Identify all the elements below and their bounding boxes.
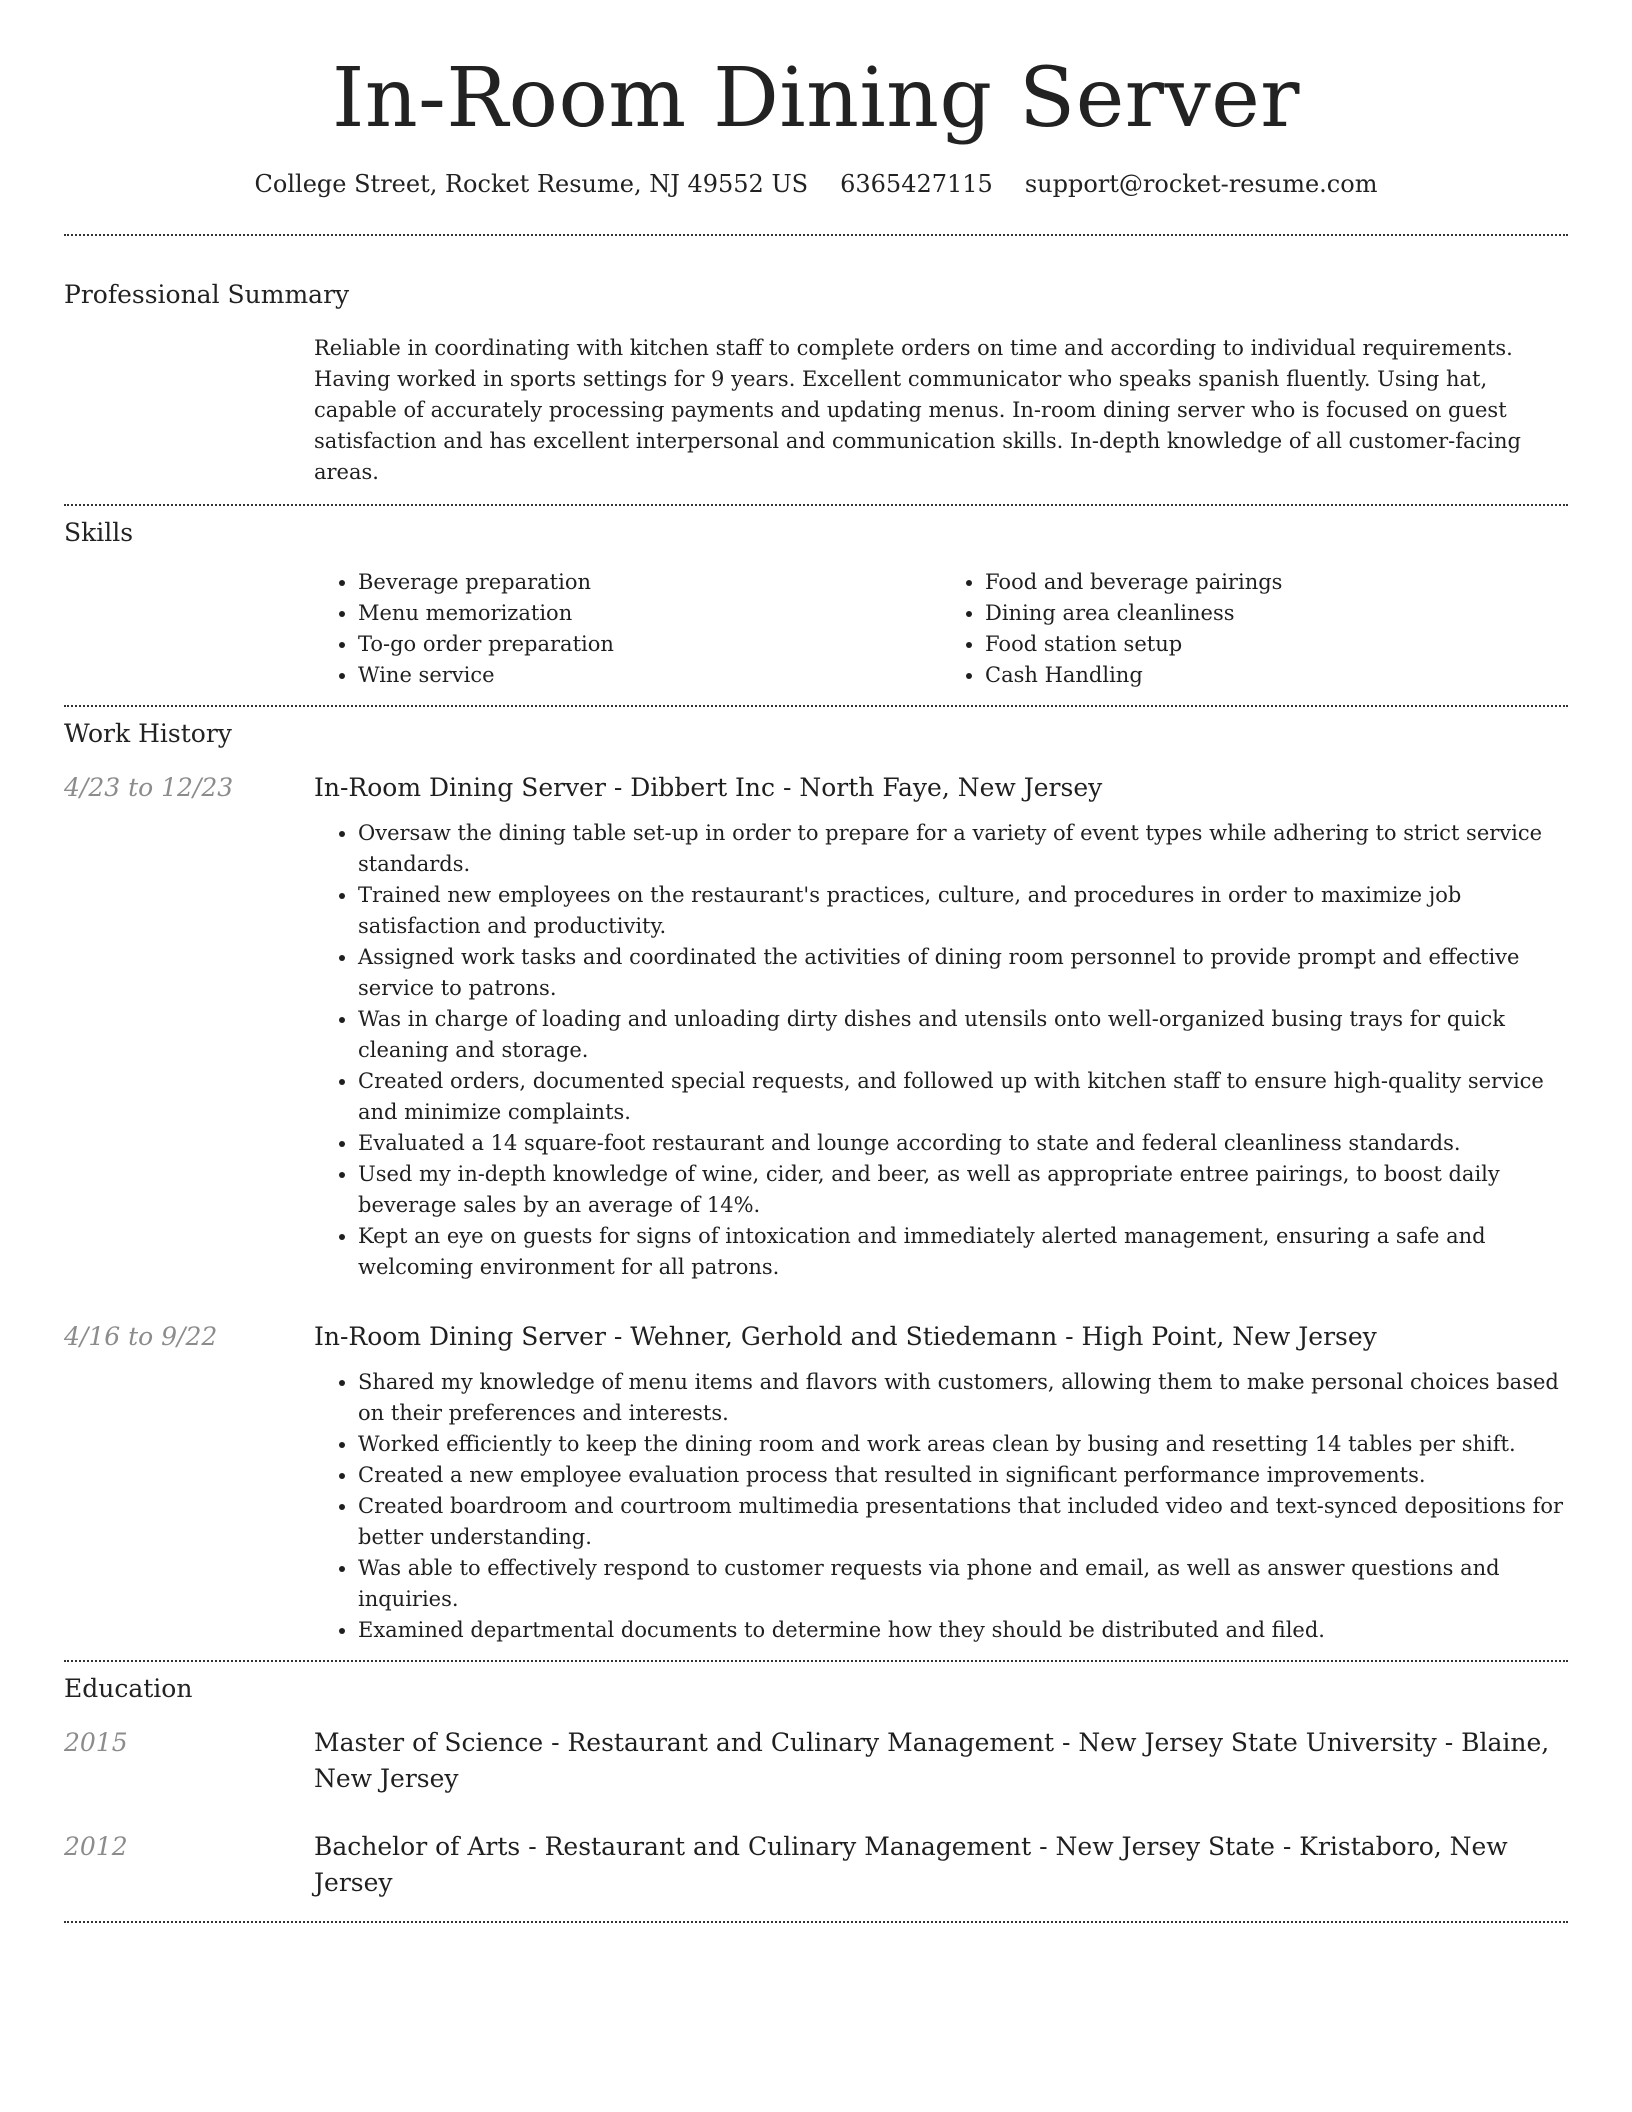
summary-section bbox=[64, 236, 1568, 488]
skill-item: • Menu memorization bbox=[358, 598, 941, 629]
job-bullet: • Was able to effectively respond to customer requests via phone and email, as well as answer questions and inquiries. bbox=[358, 1553, 1568, 1615]
contact-address: College Street, Rocket Resume, NJ 49552 US bbox=[254, 170, 809, 198]
job-dates: 4/16 to 9/22 bbox=[64, 1322, 218, 1351]
job-bullet: • Examined departmental documents to determine how they should be distributed and filed. bbox=[358, 1615, 1568, 1646]
job-bullet: • Shared my knowledge of menu items and flavors with customers, allowing them to make personal choices based on their preferences and interests. bbox=[358, 1367, 1568, 1429]
skills-list-right bbox=[941, 567, 1568, 691]
job-dates: 4/23 to 12/23 bbox=[64, 773, 234, 802]
job-bullet: • Created boardroom and courtroom multimedia presentations that included video and text-synced depositions for better understanding. bbox=[358, 1491, 1568, 1553]
education-title: Education bbox=[64, 1674, 193, 1703]
job-bullet: • Oversaw the dining table set-up in order to prepare for a variety of event types while adhering to strict service standards. bbox=[358, 818, 1568, 880]
education-year: 2012 bbox=[64, 1832, 128, 1861]
work-section bbox=[64, 707, 1568, 1646]
skills-list-left bbox=[314, 567, 941, 691]
job-bullet: • Created a new employee evaluation process that resulted in significant performance improvements. bbox=[358, 1460, 1568, 1491]
skill-item: • Food station setup bbox=[985, 629, 1568, 660]
job-bullets bbox=[314, 818, 1568, 1283]
summary-spacer bbox=[64, 333, 314, 488]
skill-item: • Wine service bbox=[358, 660, 941, 691]
skills-spacer bbox=[64, 567, 314, 691]
skill-item: • Dining area cleanliness bbox=[985, 598, 1568, 629]
summary-title: Professional Summary bbox=[64, 280, 350, 309]
contact-email: support@rocket-resume.com bbox=[1024, 170, 1378, 198]
skills-section bbox=[64, 506, 1568, 691]
work-title: Work History bbox=[64, 719, 232, 748]
education-divider bbox=[64, 1921, 1568, 1923]
education-entry bbox=[64, 1829, 1568, 1901]
resume-name: In-Room Dining Server bbox=[331, 51, 1301, 146]
education-year: 2015 bbox=[64, 1728, 128, 1757]
contact-line bbox=[64, 170, 1568, 198]
skill-item: • Food and beverage pairings bbox=[985, 567, 1568, 598]
job-heading: In-Room Dining Server - Dibbert Inc - North Faye, New Jersey bbox=[314, 773, 1103, 802]
education-entry bbox=[64, 1725, 1568, 1797]
skill-item: • Beverage preparation bbox=[358, 567, 941, 598]
job-entry bbox=[64, 1319, 1568, 1646]
job-bullet: • Kept an eye on guests for signs of intoxication and immediately alerted management, ensuring a safe and welcoming environment for all patrons. bbox=[358, 1221, 1568, 1283]
skill-item: • To-go order preparation bbox=[358, 629, 941, 660]
skills-title: Skills bbox=[64, 518, 134, 547]
summary-text: Reliable in coordinating with kitchen staff to complete orders on time and according to individual requirements. Having worked in sports settings for 9 years. Excellent communicator who speaks spanish fluently. Using hat, capable of accurately processing payments and updating menus. In-room dining server who is focused on guest satisfaction and has excellent interpersonal and communication skills. In-depth knowledge of all customer-facing areas. bbox=[314, 336, 1521, 484]
contact-phone: 6365427115 bbox=[840, 170, 993, 198]
job-entry bbox=[64, 770, 1568, 1283]
resume-page bbox=[64, 0, 1568, 1923]
job-bullet: • Created orders, documented special requests, and followed up with kitchen staff to ensure high-quality service and minimize complaints. bbox=[358, 1066, 1568, 1128]
education-heading: Bachelor of Arts - Restaurant and Culinary Management - New Jersey State - Kristaboro, New Jersey bbox=[314, 1832, 1508, 1897]
job-bullets bbox=[314, 1367, 1568, 1646]
job-bullet: • Assigned work tasks and coordinated the activities of dining room personnel to provide prompt and effective service to patrons. bbox=[358, 942, 1568, 1004]
education-section bbox=[64, 1662, 1568, 1901]
job-bullet: • Used my in-depth knowledge of wine, cider, and beer, as well as appropriate entree pairings, to boost daily beverage sales by an average of 14%. bbox=[358, 1159, 1568, 1221]
job-bullet: • Was in charge of loading and unloading dirty dishes and utensils onto well-organized busing trays for quick cleaning and storage. bbox=[358, 1004, 1568, 1066]
job-bullet: • Worked efficiently to keep the dining room and work areas clean by busing and resetting 14 tables per shift. bbox=[358, 1429, 1568, 1460]
job-bullet: • Trained new employees on the restaurant's practices, culture, and procedures in order to maximize job satisfaction and productivity. bbox=[358, 880, 1568, 942]
skill-item: • Cash Handling bbox=[985, 660, 1568, 691]
job-bullet: • Evaluated a 14 square-foot restaurant and lounge according to state and federal cleanliness standards. bbox=[358, 1128, 1568, 1159]
job-heading: In-Room Dining Server - Wehner, Gerhold and Stiedemann - High Point, New Jersey bbox=[314, 1322, 1377, 1351]
education-heading: Master of Science - Restaurant and Culinary Management - New Jersey State University - Blaine, New Jersey bbox=[314, 1728, 1550, 1793]
